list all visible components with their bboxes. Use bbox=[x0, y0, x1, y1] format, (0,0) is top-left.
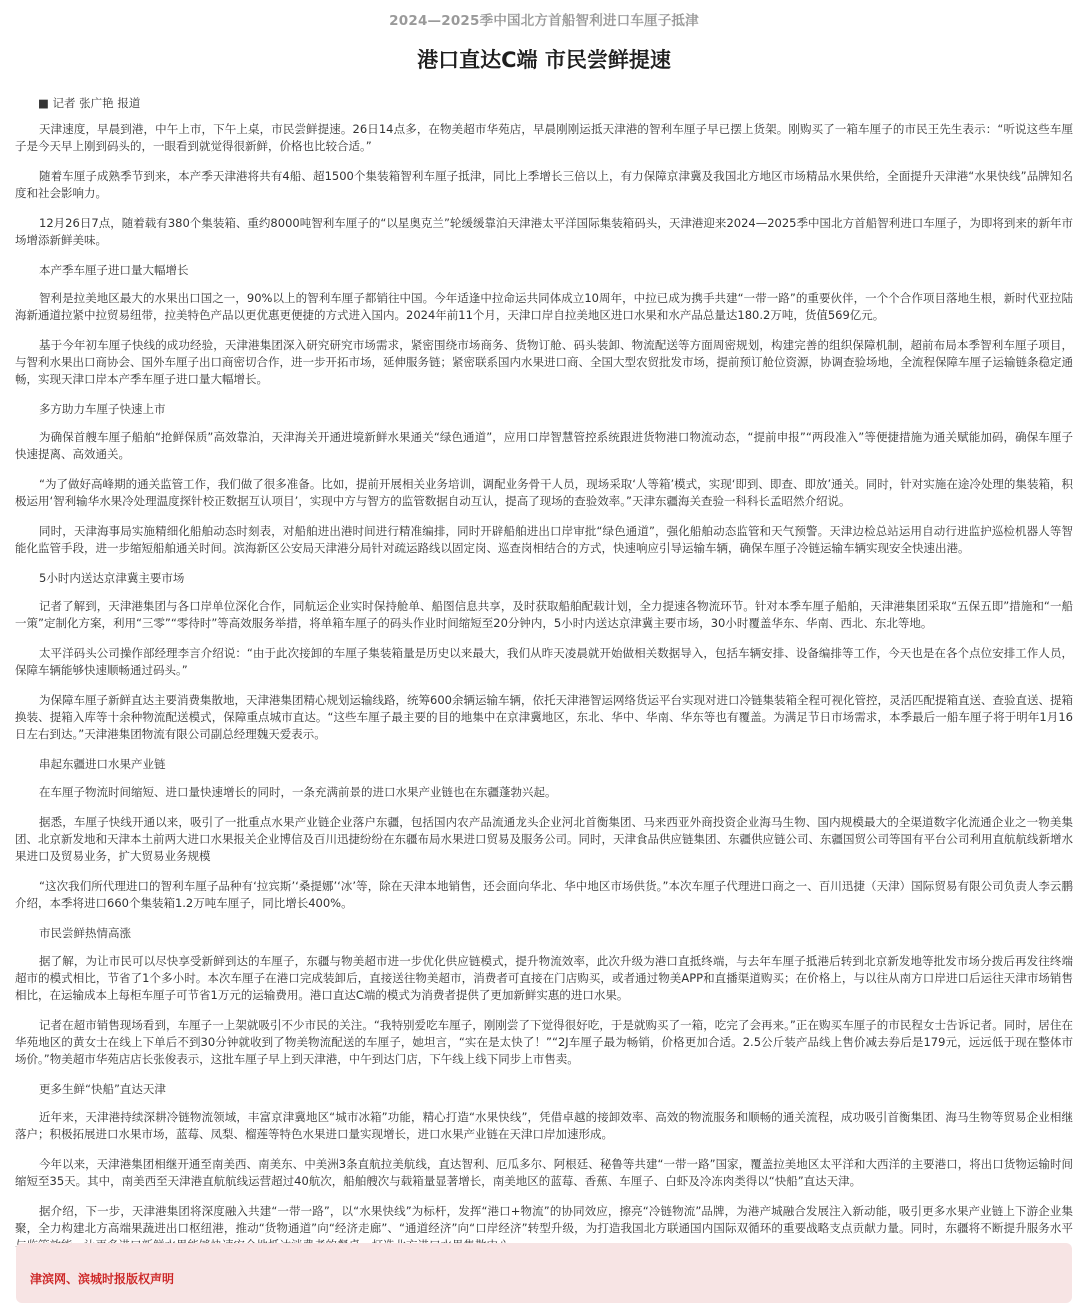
article-paragraph: 据了解，为让市民可以尽快享受新鲜到达的车厘子，东疆与物美超市进一步优化供应链模式，提升物流效率，此次升级为港口直抵终端，与去年车厘子抵港后转到北京新发地等批发市场分拨后再发往终端超市的模式相比，节省了1个多小时。本次车厘子在港口完成装卸后，直接送往物美超市，消费者可直接在门店购买，或者通过物美APP和直播渠道购买；在价格上，与以往从南方口岸进口后运往天津市场销售相比，在运输成本上每柜车厘子可节省1万元的运输费用。港口直达C端的模式为消费者提供了更加新鲜实惠的进口水果。 bbox=[15, 954, 1073, 1002]
article-paragraph: 为确保首艘车厘子船舶“抢鲜保质”高效靠泊，天津海关开通进境新鲜水果通关“绿色通道”，应用口岸智慧管控系统跟进货物港口物流动态，“提前申报”“两段准入”等便捷措施为通关赋能加码，确保车厘子快速提离、高效通关。 bbox=[15, 430, 1073, 461]
article-paragraph: 太平洋码头公司操作部经理李言介绍说：“由于此次接卸的车厘子集装箱量是历史以来最大，我们从昨天凌晨就开始做相关数据导入，包括车辆安排、设备编排等工作，今天也是在各个点位安排工作人员，保障车辆能够快速顺畅通过码头。” bbox=[15, 646, 1073, 677]
article-supertitle: 2024—2025季中国北方首船智利进口车厘子抵津 bbox=[389, 13, 699, 29]
article-paragraph: 天津速度，早晨到港，中午上市，下午上桌，市民尝鲜提速。26日14点多，在物美超市华苑店，早晨刚刚运抵天津港的智利车厘子早已摆上货架。刚购买了一箱车厘子的市民王先生表示：“听说这些车厘子是今天早上刚到码头的，一眼看到就觉得很新鲜，价格也比较合适。” bbox=[15, 122, 1073, 153]
article-paragraph: 据悉，车厘子快线开通以来，吸引了一批重点水果产业链企业落户东疆，包括国内农产品流通龙头企业河北首衡集团、马来西亚外商投资企业海马生物、国内规模最大的全渠道数字化流通企业之一物美集团、北京新发地和天津本土前两大进口水果报关企业博信及百川迅捷纷纷在东疆布局水果进口贸易及服务公司。同时，天津食品供应链集团、东疆供应链公司、东疆国贸公司等国有平台公司利用直航航线新增水果进口及贸易业务，扩大贸易业务规模 bbox=[15, 815, 1073, 863]
article-paragraph: 记者了解到，天津港集团与各口岸单位深化合作，同航运企业实时保持舱单、船图信息共享，及时获取船舶配载计划，全力提速各物流环节。针对本季车厘子船舶，天津港集团采取“五保五即”措施和“一船一策”定制化方案，利用“三零”“零待时”等高效服务举措，将单箱车厘子的码头作业时间缩短至20分钟内，5小时内送达京津冀主要市场，30小时覆盖华东、华南、西北、东北等地。 bbox=[15, 599, 1073, 630]
copyright-notice-title: 津滨网、滨城时报版权声明 bbox=[30, 1272, 175, 1286]
copyright-notice-box bbox=[16, 1243, 1072, 1303]
article-paragraph: 记者在超市销售现场看到，车厘子一上架就吸引不少市民的关注。“我特别爱吃车厘子，刚刚尝了下觉得很好吃，于是就购买了一箱，吃完了会再来。”正在购买车厘子的市民程女士告诉记者。同时，居住在华苑地区的黄女士在线上下单后不到30分钟就收到了物美物流配送的车厘子，她坦言，“实在是太快了！”“2J车厘子最为畅销，价格更加合适。2.5公斤装产品线上售价减去券后是179元，远远低于现在整体市场价。”物美超市华苑店店长张俊表示，这批车厘子早上到天津港，中午到达门店，下午线上线下同步上市售卖。 bbox=[15, 1018, 1073, 1066]
section-heading: 本产季车厘子进口量大幅增长 bbox=[39, 263, 189, 277]
article-paragraph: 基于今年初车厘子快线的成功经验，天津港集团深入研究研究市场需求，紧密围绕市场商务、货物订舱、码头装卸、物流配送等方面周密规划，构建完善的组织保障机制，超前布局本季智利车厘子项目，与智利水果出口商协会、国外车厘子出口商密切合作，进一步开拓市场，延伸服务链；紧密联系国内水果进口商、全国大型农贸批发市场，提前预订舱位资源，协调查验场地，全流程保障车厘子运输链条稳定通畅，实现天津口岸本产季车厘子进口量大幅增长。 bbox=[15, 338, 1073, 386]
article-paragraph: 随着车厘子成熟季节到来，本产季天津港将共有4船、超1500个集装箱智利车厘子抵津，同比上季增长三倍以上，有力保障京津冀及我国北方地区市场精品水果供给，全面提升天津港“水果快线”品牌知名度和社会影响力。 bbox=[15, 169, 1073, 200]
section-heading: 市民尝鲜热情高涨 bbox=[39, 926, 131, 940]
article-paragraph: 为保障车厘子新鲜直达主要消费集散地，天津港集团精心规划运输线路，统筹600余辆运输车辆，依托天津港智运网络货运平台实现对进口冷链集装箱全程可视化管控，灵活匹配提箱直送、查验直送、提箱换装、提箱入库等十余种物流配送模式，保障重点城市直达。“这些车厘子最主要的目的地集中在京津冀地区，东北、华中、华南、华东等也有覆盖。为满足节日市场需求，本季最后一船车厘子将于明年1月16日左右到达。”天津港集团物流有限公司副总经理魏天爱表示。 bbox=[15, 693, 1073, 741]
article-body bbox=[15, 121, 1073, 1267]
section-heading: 更多生鲜“快船”直达天津 bbox=[39, 1082, 166, 1096]
section-heading: 多方助力车厘子快速上市 bbox=[39, 402, 166, 416]
section-heading: 串起东疆进口水果产业链 bbox=[39, 757, 166, 771]
article-byline: ■ 记者 张广艳 报道 bbox=[38, 96, 141, 110]
article-paragraph: 近年来，天津港持续深耕冷链物流领域，丰富京津冀地区“城市冰箱”功能，精心打造“水果快线”，凭借卓越的接卸效率、高效的物流服务和顺畅的通关流程，成功吸引首衡集团、海马生物等贸易企业相继落户；积极拓展进口水果市场，蓝莓、凤梨、榴莲等特色水果进口量实现增长，进口水果产业链在天津口岸加速形成。 bbox=[15, 1110, 1073, 1141]
article-paragraph: 12月26日7点，随着载有380个集装箱、重约8000吨智利车厘子的“以星奥克兰”轮缓缓靠泊天津港太平洋国际集装箱码头，天津港迎来2024—2025季中国北方首船智利进口车厘子，为即将到来的新年市场增添新鲜美味。 bbox=[15, 216, 1073, 247]
article-paragraph: 智利是拉美地区最大的水果出口国之一，90%以上的智利车厘子都销往中国。今年适逢中拉命运共同体成立10周年，中拉已成为携手共建“一带一路”的重要伙伴，一个个合作项目落地生根，新时代亚拉陆海新通道拉紧中拉贸易纽带，拉美特色产品以更优惠更便捷的方式进入国内。2024年前11个月，天津口岸自拉美地区进口水果和水产品总量达180.2万吨，货值569亿元。 bbox=[15, 291, 1073, 322]
article-paragraph: “这次我们所代理进口的智利车厘子品种有‘拉宾斯’‘桑提娜’‘冰’等，除在天津本地销售，还会面向华北、华中地区市场供货。”本次车厘子代理进口商之一、百川迅捷（天津）国际贸易有限公司负责人李云鹏介绍，本季将进口660个集装箱1.2万吨车厘子，同比增长400%。 bbox=[15, 879, 1073, 910]
article-paragraph: “为了做好高峰期的通关监管工作，我们做了很多准备。比如，提前开展相关业务培训，调配业务骨干人员，现场采取‘人等箱’模式，实现‘即到、即查、即放’通关。同时，针对实施在途冷处理的集装箱，积极运用‘智利输华水果冷处理温度探针校正数据互认项目’，实现中方与智方的监管数据自动互认，提高了现场的查验效率。”天津东疆海关查验一科科长孟昭然介绍说。 bbox=[15, 477, 1073, 508]
article-paragraph: 今年以来，天津港集团相继开通至南美西、南美东、中美洲3条直航拉美航线，直达智利、厄瓜多尔、阿根廷、秘鲁等共建“一带一路”国家，覆盖拉美地区太平洋和大西洋的主要港口，将出口货物运输时间缩短至35天。其中，南美西至天津港直航航线运营超过40航次，船舶艘次与载箱量显著增长，南美地区的蓝莓、香蕉、车厘子、白虾及冷冻肉类得以“快船”直达天津。 bbox=[15, 1157, 1073, 1188]
article-paragraph: 同时，天津海事局实施精细化船舶动态时刻表，对船舶进出港时间进行精准编排，同时开辟船舶进出口岸审批“绿色通道”，强化船舶动态监管和天气预警。天津边检总站运用自动行进监护巡检机器人等智能化监管手段，进一步缩短船舶通关时间。滨海新区公安局天津港分局针对疏运路线以固定岗、巡查岗相结合的方式，快速响应引导运输车辆，确保车厘子冷链运输车辆实现安全快速出港。 bbox=[15, 524, 1073, 555]
article-title: 港口直达C端 市民尝鲜提速 bbox=[417, 48, 671, 72]
section-heading: 5小时内送达京津冀主要市场 bbox=[39, 571, 185, 585]
article-paragraph: 据介绍，下一步，天津港集团将深度融入共建“一带一路”，以“水果快线”为标杆，发挥“港口+物流”的协同效应，擦亮“冷链物流”品牌，为港产城融合发展注入新动能，吸引更多水果产业链上下游企业集聚，全力构建北方高端果蔬进出口枢纽港，推动“货物通道”向“经济走廊”、“通道经济”向“口岸经济”转型升级，为打造我国北方联通国内国际双循环的重要战略支点贡献力量。同时，东疆将不断提升服务水平 bbox=[15, 1204, 1073, 1235]
article-paragraph: 在车厘子物流时间缩短、进口量快速增长的同时，一条充满前景的进口水果产业链也在东疆蓬勃兴起。 bbox=[39, 785, 557, 799]
